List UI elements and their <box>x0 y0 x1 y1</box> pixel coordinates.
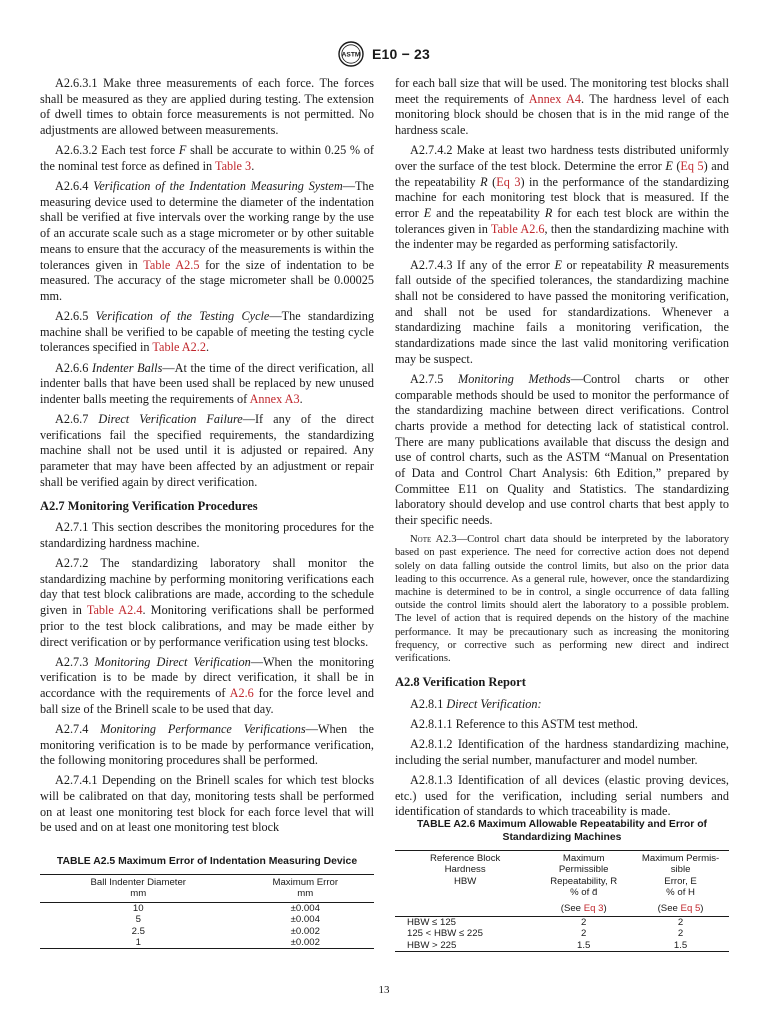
table-a2-2-link[interactable]: Table A2.2 <box>152 340 206 355</box>
table-row: HBW ≤ 125 2 2 <box>395 917 729 929</box>
table-row: 2.5 ±0.002 <box>131 925 320 937</box>
eq-3-link[interactable]: Eq 3 <box>583 902 604 914</box>
page-number: 13 <box>378 984 390 996</box>
paragraph: for each ball size that will be used. The monitoring test blocks shall meet the requirements of Annex A4. The hardness level of each monitoring block should be chosen that is in the mid range of the hardness scale. <box>395 76 729 138</box>
paragraph: A2.6.4 Verification of the Indentation Measuring System—The measuring device used to determine the diameter of the indentation shall be verified at five intervals over the working range by the use of an accurate scale such as a stage micrometer or by other suitable means to ensure that the accuracy of the measurements is within the tolerances given in Table A2.5 for the size of indentation to be measured. The accuracy of the stage micrometer shall be 0.00025 mm. <box>40 179 375 303</box>
eq-reference: (See Eq 5) <box>657 902 704 914</box>
astm-logo-icon <box>338 41 364 67</box>
eq-5-link[interactable]: Eq 5 <box>680 158 704 173</box>
column-header: Ball Indenter Diameter mm <box>90 877 186 900</box>
paragraph: A2.7.4.3 If any of the error E or repeatability R measurements fall outside of the specified tolerances, the standardizing machine shall not be considered to have passed the monitoring verification, and shall not be used for standardizations. Whenever a standardizing machine fails a monitoring verification, the standardizations made since the last valid monitoring verification may be suspect. <box>395 257 729 366</box>
table-a2-6-grid <box>395 850 729 952</box>
eq-5-link[interactable]: Eq 5 <box>680 902 701 914</box>
table-a2-5-link[interactable]: Table A2.5 <box>143 257 200 272</box>
paragraph: A2.7.4 Monitoring Performance Verifications—When the monitoring verification is to be made by performance verification, the following monitoring procedures shall be performed. <box>40 721 374 768</box>
paragraph: A2.6.3.2 Each test force F shall be accurate to within 0.25 % of the nominal test force as defined in Table 3. <box>40 143 374 173</box>
logo-text: ASTM <box>341 51 361 59</box>
annex-a4-link[interactable]: Annex A4 <box>528 91 581 106</box>
table-title: TABLE A2.5 Maximum Error of Indentation Measuring Device <box>56 856 358 867</box>
table-a2-4-link[interactable]: Table A2.4 <box>86 603 143 618</box>
document-id: E10 − 23 <box>371 46 431 62</box>
table-row: 10 ±0.004 <box>40 902 374 914</box>
page-header <box>0 40 768 68</box>
paragraph: A2.7.4.2 Make at least two hardness tests distributed uniformly over the surface of the test block. Determine the error E (Eq 5) and the repeatability R (Eq 3) in the performance of the standardizing machine for each monitoring test block that is measured. If the error E and the repeatability R for each test block are within the tolerances given in Table A2.6, then the standardizing machine with the indenter may be regarded as performing satisfactorily. <box>395 143 729 252</box>
column-header: Maximum Permis- sible Error, E % of H <box>641 853 720 899</box>
paragraph: A2.6.7 Direct Verification Failure—If any of the direct verifications fail the specified requirements, the standardizing machine shall not be used until it is adjusted or repaired. Any parameter that may have been affected by an adjustment or repair shall be verified again by direct verification. <box>40 412 374 489</box>
paragraph: A2.6.3.1 Make three measurements of each force. The forces shall be measured as they are applied during testing. The extension of dwell times to obtain force measurements is not permitted. No adjustments are allowed between measurements. <box>40 76 374 138</box>
column-header: Reference Block Hardness HBW <box>429 853 501 887</box>
table-a2-5 <box>40 855 374 949</box>
table-row: 125 < HBW ≤ 225 2 2 <box>407 928 684 940</box>
paragraph: A2.7.1 This section describes the monitoring procedures for the standardizing hardness machine. <box>40 520 374 550</box>
paragraph: A2.7.2 The standardizing laboratory shall monitor the standardizing machine by performing monitoring verifications each day that test block calibrations are made, according to the schedule given in Table A2.4. Monitoring verifications shall be performed prior to the test block calibrations, and may be made either by direct verification or by performance verification using test blocks. <box>40 556 374 649</box>
table-row: 1 ±0.002 <box>40 937 374 949</box>
table-a2-6 <box>395 818 729 952</box>
left-column <box>40 76 374 841</box>
note-a2-3: Note A2.3—Control chart data should be interpreted by the laboratory based on past experience. The need for corrective action does not depend solely on data falling outside the control limits, but also on the prior data leading to this occurrence. As a general rule, however, once the standardizing machine is determined to be in control, a single occurrence of data falling outside the control limits should alert the laboratory to a possible problem. The level of action that is required depends on the history of the machine performance. It may be precautionary such as increasing the monitoring frequency, or corrective such as performing new direct and indirect verifications. <box>395 534 729 665</box>
table-3-link[interactable]: Table 3 <box>214 158 252 173</box>
section-heading: A2.8 Verification Report <box>395 675 526 690</box>
paragraph: A2.8.1 Direct Verification: <box>410 696 542 711</box>
paragraph: A2.8.1.2 Identification of the hardness standardizing machine, including the serial number, manufacturer and model number. <box>395 737 729 767</box>
table-a2-6-link[interactable]: Table A2.6 <box>490 221 545 236</box>
table-a2-5-grid <box>40 874 374 949</box>
a2-6-link[interactable]: A2.6 <box>229 686 254 701</box>
paragraph: A2.7.4.1 Depending on the Brinell scales for which test blocks will be calibrated on that day, monitoring tests shall be performed on at least one monitoring test block for each force level that will be used and on at least one monitoring test block <box>40 773 374 835</box>
eq-3-link[interactable]: Eq 3 <box>496 174 521 189</box>
paragraph: A2.8.1.3 Identification of all devices (elastic proving devices, etc.) used for the verification, including serial numbers and identification of standards to which traceability is made. <box>395 772 729 819</box>
annex-a3-link[interactable]: Annex A3 <box>249 391 300 406</box>
table-title: TABLE A2.6 Maximum Allowable Repeatability and Error of Standardizing Machines <box>416 819 708 843</box>
table-row: 5 ±0.004 <box>135 914 320 926</box>
paragraph: A2.7.3 Monitoring Direct Verification—When the monitoring verification is to be made by direct verification, it shall be in accordance with the requirements of A2.6 for the force level and ball size of the Brinell scale to be used that day. <box>40 654 374 716</box>
right-column <box>395 76 729 824</box>
paragraph: A2.6.6 Indenter Balls—At the time of the direct verification, all indenter balls that have been used shall be replaced by new unused indenter balls meeting the requirements of Annex A3. <box>40 360 374 406</box>
paragraph: A2.8.1.1 Reference to this ASTM test method. <box>410 717 638 732</box>
paragraph: A2.6.5 Verification of the Testing Cycle—The standardizing machine shall be verified to be capable of meeting the testing cycle tolerances specified in Table A2.2. <box>40 309 374 355</box>
column-header: Maximum Error mm <box>272 877 339 900</box>
eq-reference: (See Eq 3) <box>560 902 607 914</box>
column-header: Maximum Permissible Repeatability, R % of d̄ <box>550 853 618 899</box>
paragraph: A2.7.5 Monitoring Methods—Control charts or other comparable methods should be used to monitor the performance of the standardizing machine between direct verifications. Control charts provide a method for detecting lack of statistical control. There are many publications available that discuss the design and use of control charts, such as the ASTM “Manual on Presentation of Data and Control Chart Analysis: 6th Edition,” prepared by Committee E11 on Quality and Statistics. The standardizing laboratory should develop and use control charts that best apply to their specific needs. <box>395 371 729 528</box>
section-heading: A2.7 Monitoring Verification Procedures <box>40 498 258 513</box>
table-row: HBW > 225 1.5 1.5 <box>395 940 729 952</box>
